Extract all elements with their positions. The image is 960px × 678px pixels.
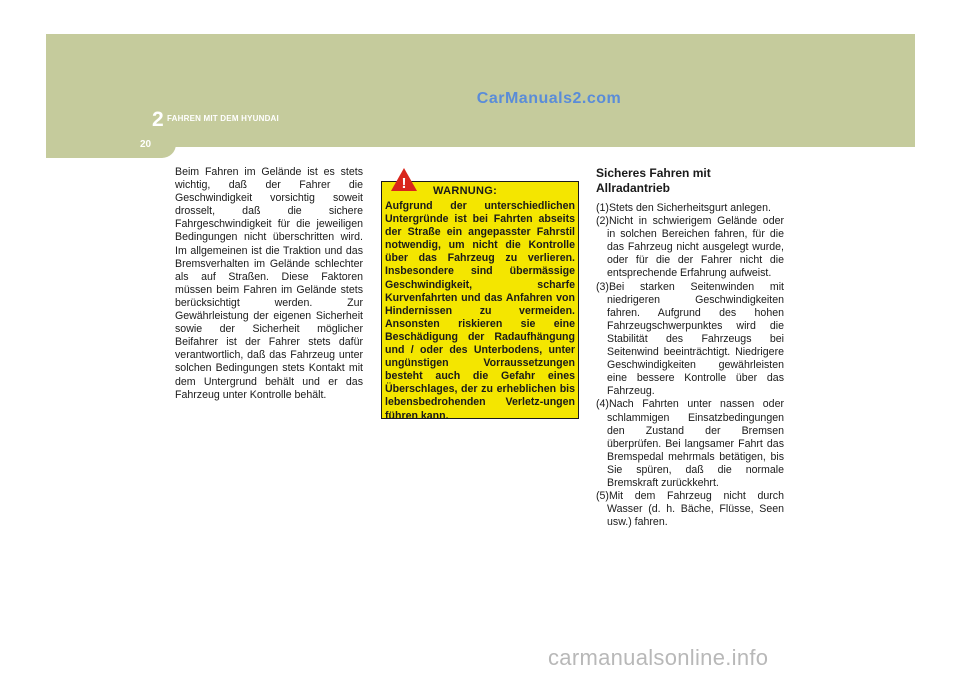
list-item-number: (1) xyxy=(596,202,609,214)
list-item-text: Nicht in schwierigem Gelände oder in solchen Bereichen fahren, für die das Fahrzeug nicht ausgelegt wurde, oder für die der Fahrer nicht die entsprechende Erfahrung aufweist. xyxy=(607,215,784,280)
watermark-top-link[interactable]: CarManuals2.com xyxy=(476,90,622,107)
list-item-text: Nach Fahrten unter nassen oder schlammigen Einsatzbedingungen den Zustand der Bremsen überprüfen. Bei langsamer Fahrt das Bremspedal mehrmals betätigen, bis Sie spüren, daß die normale Bremskraft zurückkehrt. xyxy=(607,398,784,489)
list-item-text: Stets den Sicherheitsgurt anlegen. xyxy=(608,202,771,214)
chapter-title: FAHREN MIT DEM HYUNDAI xyxy=(167,114,279,123)
list-item-number: (5) xyxy=(596,490,609,503)
safety-list xyxy=(596,202,784,529)
warning-icon-symbol: ! xyxy=(401,175,407,192)
left-column xyxy=(175,166,363,402)
offroad-paragraph: Beim Fahren im Gelände ist es stets wichtig, daß der Fahrer die Geschwindigkeit vorsichtig soweit drosselt, daß die sichere Fahrgeschwindigkeit für die jeweiligen Bedingungen nicht überschritten wird. Im allgemeinen ist die Traktion und das Bremsverhalten im Gelände schlechter als auf Straßen. Diese Faktoren müssen beim Fahren im Gelände stets berücksichtigt werden. Zur Gewährleistung der eigenen Sicherheit sowie der Sicherheit möglicher Beifahrer ist der Fahrer stets dafür verantwortlich, daß das Fahrzeug unter solchen Bedingungen stets Kontakt mit dem Untergrund behält und er das Fahrzeug unter Kontrolle behält. xyxy=(175,166,363,401)
list-item-text: Mit dem Fahrzeug nicht durch Wasser (d. h. Bäche, Flüsse, Seen usw.) fahren. xyxy=(607,490,784,529)
page-number-tab xyxy=(46,132,176,158)
watermark-bottom-link[interactable]: carmanualsonline.info xyxy=(548,645,769,670)
list-item xyxy=(596,281,784,399)
right-column xyxy=(596,166,784,529)
list-item-number: (2) xyxy=(596,215,609,228)
list-item-text: Bei starken Seitenwinden mit niedrigeren Geschwindigkeiten fahren. Aufgrund des hohen Fahrzeugschwerpunktes wird die Stabilität des Fahrzeugs bei Seitenwind beeinträchtigt. Niedrigere Geschwindigkeiten gewährleisten eine bessere Kontrolle über das Fahrzeug. xyxy=(607,280,784,398)
list-item xyxy=(596,215,784,280)
warning-triangle-icon xyxy=(390,167,418,192)
section-heading: Sicheres Fahren mit Allradantrieb xyxy=(596,166,711,195)
list-item-number: (3) xyxy=(596,280,609,293)
list-item xyxy=(596,202,784,215)
warning-text: Aufgrund der unterschiedlichen Untergründe ist bei Fahrten abseits der Straße ein angepasster Fahrstil notwendig, um nicht die Kontrolle über das Fahrzeug zu verlieren. Insbesondere sind übermässige Geschwindigkeit, scharfe Kurvenfahrten und das Anfahren von Hindernissen zu vermeiden. Ansonsten riskieren sie eine Beschädigung der Radaufhängung und / oder des Unterbodens, unter ungünstigen Vorraussetzungen besteht auch die Gefahr eines Überschlages, der zu erheblichen bis lebensbedrohenden Verletz-ungen führen kann. xyxy=(385,200,575,422)
chapter-number: 2 xyxy=(152,108,164,131)
page-number: 20 xyxy=(140,139,152,150)
list-item-number: (4) xyxy=(596,398,609,411)
warning-heading: WARNUNG: xyxy=(433,185,498,197)
list-item xyxy=(596,490,784,529)
list-item xyxy=(596,398,784,490)
